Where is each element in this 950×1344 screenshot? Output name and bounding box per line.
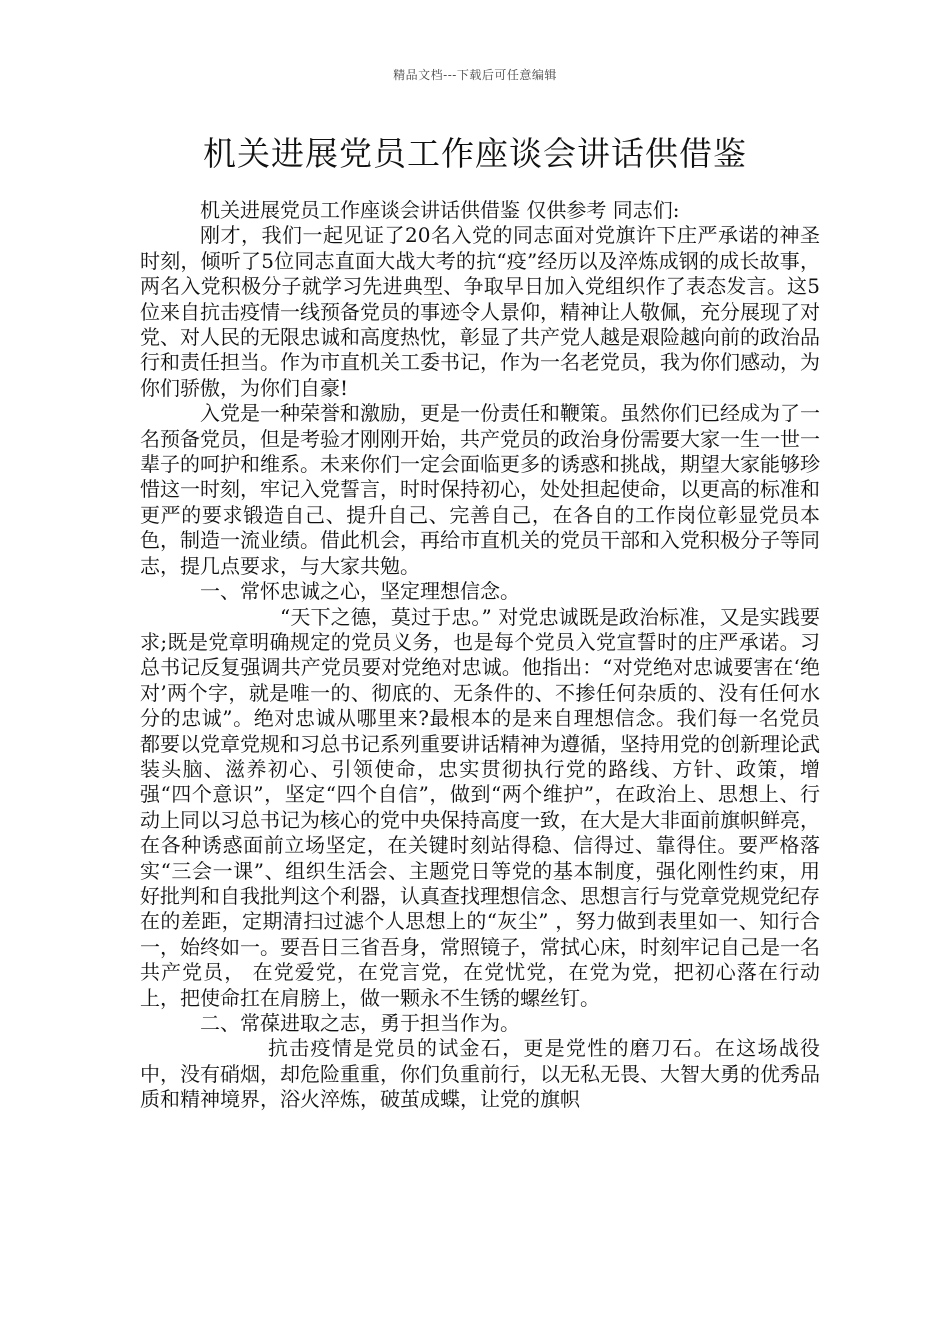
intro-paragraph: 机关进展党员工作座谈会讲话供借鉴 仅供参考 同志们: xyxy=(200,198,680,222)
body-paragraph-4: 抗击疫情是党员的试金石，更是党性的磨刀石。在这场战役中，没有硝烟，却危险重重，你们负重前行，以无私无畏、大智大勇的优秀品质和精神境界，浴火淬炼，破茧成蝶，让党的旗帜 xyxy=(140,1036,820,1112)
document-body xyxy=(140,198,820,1113)
body-paragraph-3: “天下之德，莫过于忠。” 对党忠诚既是政治标准，又是实践要求;既是党章明确规定的党员义务，也是每个党员入党宣誓时的庄严承诺。习总书记反复强调共产党员要对党绝对忠诚。他指出：“对党绝对忠诚要害在‘绝对’两个字，就是唯一的、彻底的、无条件的、不掺任何杂质的、没有任何水分的忠诚”。绝对忠诚从哪里来?最根本的是来自理想信念。我们每一名党员都要以党章党规和习总书记系列重要讲话精神为遵循，坚持用党的创新理论武装头脑、滋养初心、引领使命，忠实贯彻执行党的路线、方针、政策，增强“四个意识”，坚定“四个自信”，做到“两个维护”，在政治上、思想上、行动上同以习总书记为核心的党中央保持高度一致，在大是大非面前旗帜鲜亮，在各种诱惑面前立场坚定，在关键时刻站得稳、信得过、靠得住。要严格落实“三会一课”、组织生活会、主题党日等党的基本制度，强化刚性约束，用好批判和自我批判这个利器，认真查找理想信念、思想言行与党章党规党纪存在的差距，定期清扫过滤个人思想上的“灰尘” ，努力做到表里如一、知行合一，始终如一。要吾日三省吾身，常照镜子，常拭心床，时刻牢记自己是一名共产党员， 在党爱党，在党言党，在党忧党，在党为党，把初心落在行动上，把使命扛在肩膀上，做一颗永不生锈的螺丝钉。 xyxy=(140,604,820,1010)
body-paragraph-2: 入党是一种荣誉和激励，更是一份责任和鞭策。虽然你们已经成为了一名预备党员，但是考验才刚刚开始，共产党员的政治身份需要大家一生一世一辈子的呵护和维系。未来你们一定会面临更多的诱惑和挑战，期望大家能够珍惜这一时刻，牢记入党誓言，时时保持初心，处处担起使命，以更高的标准和更严的要求锻造自己、提升自己、完善自己，在各自的工作岗位彰显党员本色，制造一流业绩。借此机会，再给市直机关的党员干部和入党积极分子等同志，提几点要求，与大家共勉。 xyxy=(140,401,820,578)
section-heading-2: 二、常葆进取之志，勇于担当作为。 xyxy=(200,1011,520,1035)
section-heading-1: 一、常怀忠诚之心，坚定理想信念。 xyxy=(200,579,520,604)
body-paragraph-1: 刚才，我们一起见证了20名入党的同志面对党旗许下庄严承诺的神圣时刻，倾听了5位同志直面大战大考的抗“疫”经历以及淬炼成钢的成长故事，两名入党积极分子就学习先进典型、争取早日加入党组织作了表态发言。这5 位来自抗击疫情一线预备党员的事迹令人景仰，精神让人敬佩，充分展现了对党、对人民的无限忠诚和高度热忱，彰显了共产党人越是艰险越向前的政治品行和责任担当。作为市直机关工委书记，作为一名老党员，我为你们感动，为你们骄傲，为你们自豪! xyxy=(140,223,820,400)
header-note: 精品文档---下载后可任意编辑 xyxy=(393,68,557,82)
document-title: 机关进展党员工作座谈会讲话供借鉴 xyxy=(203,134,747,173)
